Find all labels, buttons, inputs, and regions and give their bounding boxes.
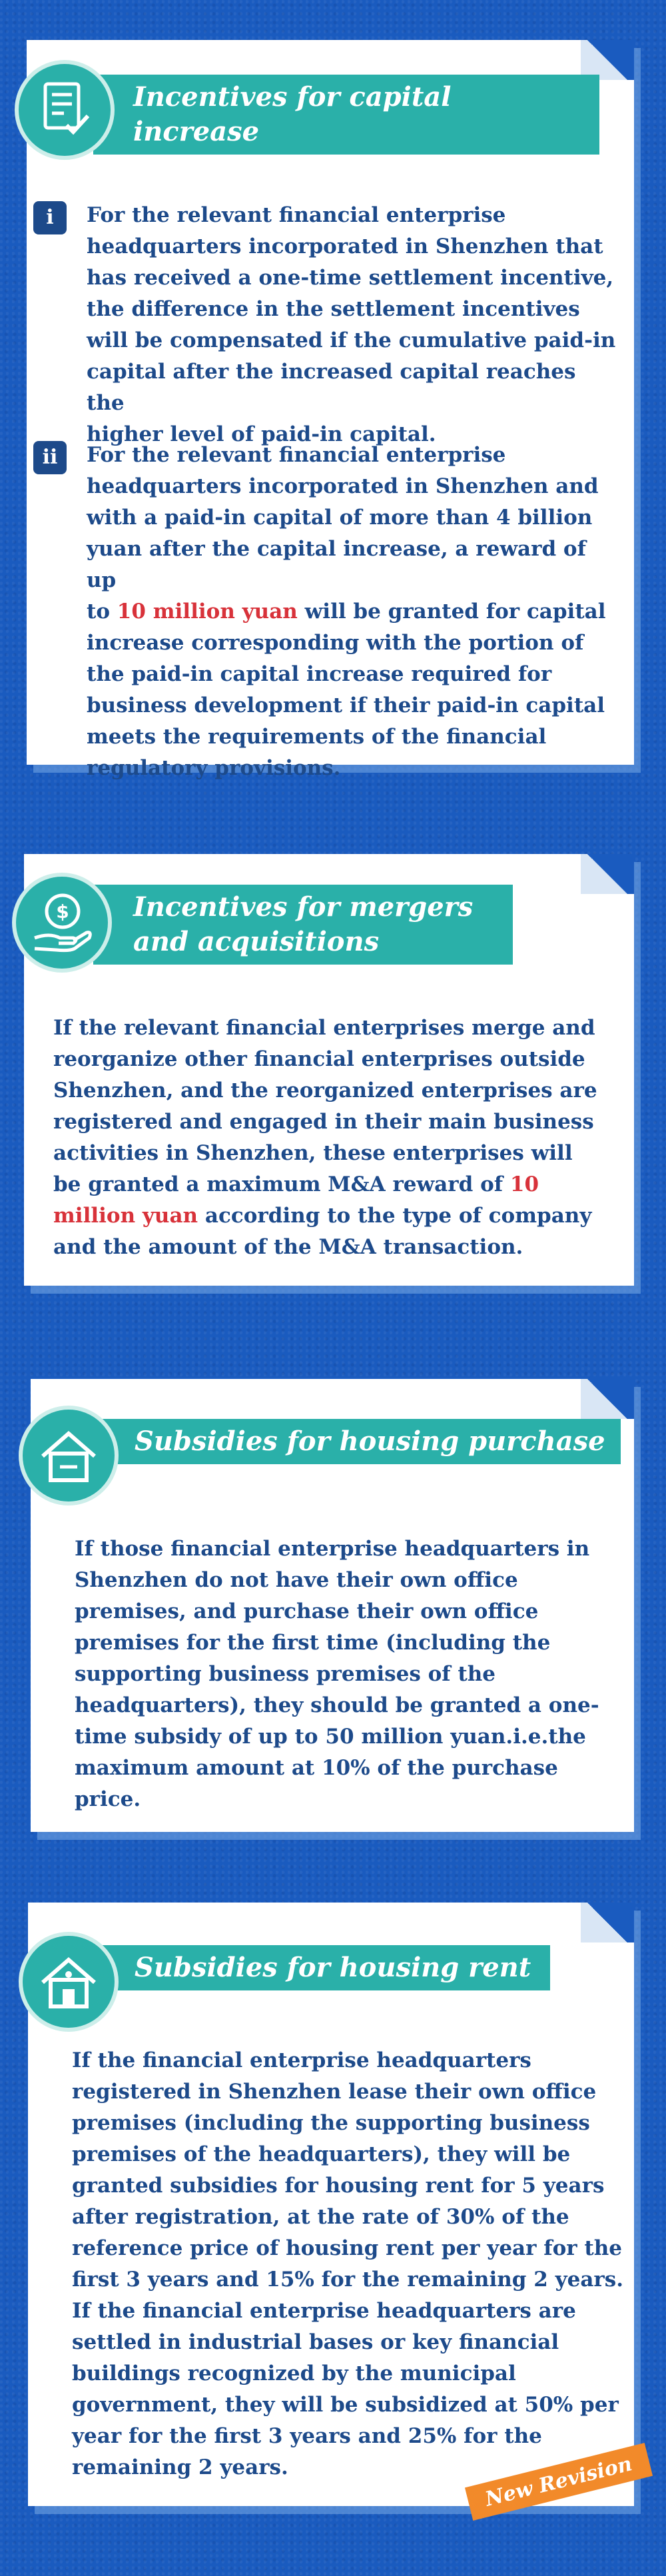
item-number-badge: ii [33,441,67,474]
svg-text:$: $ [56,901,69,923]
capital-increase-title: Incentives for capital increase [93,75,599,155]
page-curl [581,854,634,894]
mergers-text: If the relevant financial enterprises merge and reorganize other financial enterprises outside Shenzhen, and the reorganized enterprises are registered and engaged in their main business activities in Shenzhen, these enterprises will be granted a maximum M&A reward of 10 million yuan according to the type of company and the amount of the M&A transaction. [53,1016,597,1259]
page-curl [581,40,634,80]
new-revision-stamp: New Revision [465,2443,653,2521]
house-door-icon [19,1932,119,2032]
highlight-amount: 10 [509,1172,539,1196]
housing-rent-title: Subsidies for housing rent [93,1945,550,1990]
highlight-amount: 10 million yuan [117,600,298,624]
housing-purchase-text: If those financial enterprise headquarters in Shenzhen do not have their own office premises, and purchase their own office premises for the first time (including the supporting business premises of the headquarters), they should be granted a one- time subsidy of up to 50 million yuan.i.e.the maximum amount at 10% of the purchase price. [75,1537,599,1811]
capital-increase-item-2: For the relevant financial enterprise headquarters incorporated in Shenzhen and with a paid-in capital of more than 4 billion yuan after the capital increase, a reward of up to 10 million yuan will be granted for capital increase corresponding with the portion of the paid-in capital increase required for business development if their paid-in capital meets the requirements of the financial regulatory provisions. [87,443,606,780]
housing-purchase-title: Subsidies for housing purchase [93,1419,621,1464]
capital-increase-item-1: For the relevant financial enterprise headquarters incorporated in Shenzhen that has received a one-time settlement incentive, the difference in the settlement incentives will be compensated if the cumulative paid-in capital after the increased capital reaches the higher level of paid-in capital. [87,203,616,446]
item-number-badge: i [33,201,67,234]
mergers-title: Incentives for mergers and acquisitions [93,885,513,965]
highlight-amount-unit: million yuan [53,1204,198,1228]
house-icon [19,1406,119,1505]
housing-rent-text: If the financial enterprise headquarters registered in Shenzhen lease their own office premises (including the supporting business premises of the headquarters), they will be granted subsidies for housing rent for 5 years after registration, at the rate of 30% of the reference price of housing rent per year for the first 3 years and 15% for the remaining 2 years. If the financial enterprise headquarters are settled in industrial bases or key financial buildings recognized by the municipal government, they will be subsidized at 50% per year for the first 3 years and 25% for the remaining 2 years. [72,2048,623,2479]
page-curl [581,1903,634,1942]
document-check-icon [15,60,115,160]
page-curl [581,1379,634,1419]
money-bag-hand-icon [12,873,112,973]
